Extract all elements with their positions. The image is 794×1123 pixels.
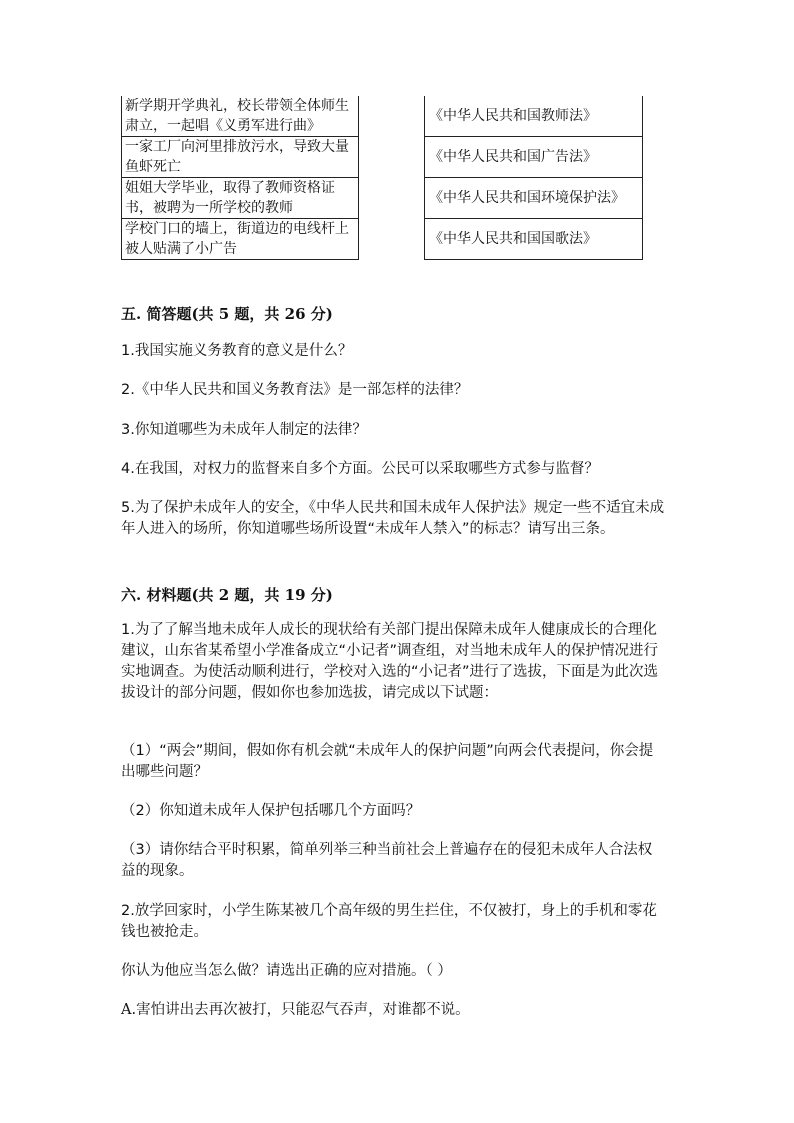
matching-right-item: 《中华人民共和国国歌法》: [424, 219, 643, 260]
matching-left-item: 学校门口的墙上，街道边的电线杆上被人贴满了小广告: [121, 219, 359, 260]
question-text: 1.为了了解当地未成年人成长的现状给有关部门提出保障未成年人健康成长的合理化建议，山东省某希望小学准备成立“小记者”调查组，对当地未成年人的保护情况进行实地调查。为使活动顺利进行，学校对入选的“小记者”进行了选拔，下面是为此次选拔设计的部分问题，假如你也参加选拔，请完成以下试题：: [121, 622, 659, 701]
sub-question-text: （1）“两会”期间，假如你有机会就“未成年人的保护问题”向两会代表提问，你会提出哪些问题？: [121, 743, 654, 780]
matching-left-item: 姐姐大学毕业，取得了教师资格证书，被聘为一所学校的教师: [121, 178, 359, 219]
matching-left-item: 一家工厂向河里排放污水，导致大量鱼虾死亡: [121, 137, 359, 178]
question-text: 2.放学回家时，小学生陈某被几个高年级的男生拦住，不仅被打，身上的手机和零花钱也被抢走。: [121, 903, 657, 940]
matching-left-item: 新学期开学典礼，校长带领全体师生肃立，一起唱《义勇军进行曲》: [121, 96, 359, 137]
sub-question-text: （3）请你结合平时积累，简单列举三种当前社会上普遍存在的侵犯未成年人合法权益的现象。: [121, 842, 653, 879]
section-heading-material: 六. 材料题(共 2 题，共 19 分): [121, 586, 333, 604]
question-text: 1.我国实施义务教育的意义是什么？: [121, 343, 353, 359]
question-prompt: 你认为他应当怎么做？请选出正确的应对措施。（ ）: [121, 963, 452, 979]
question-text: 3.你知道哪些为未成年人制定的法律？: [121, 422, 367, 438]
matching-left-column: [121, 96, 359, 260]
matching-right-column: [424, 96, 643, 260]
question-text: 4.在我国，对权力的监督来自多个方面。公民可以采取哪些方式参与监督？: [121, 461, 599, 477]
answer-option-a: A.害怕讲出去再次被打，只能忍气吞声，对谁都不说。: [121, 1002, 470, 1018]
section-heading-short-answer: 五. 简答题(共 5 题，共 26 分): [121, 305, 333, 323]
matching-right-item: 《中华人民共和国广告法》: [424, 137, 643, 178]
matching-right-item: 《中华人民共和国教师法》: [424, 96, 643, 137]
question-text: 5.为了保护未成年人的安全，《中华人民共和国未成年人保护法》规定一些不适宜未成年人进入的场所，你知道哪些场所设置“未成年人禁入”的标志？请写出三条。: [121, 500, 665, 537]
sub-question-text: （2）你知道未成年人保护包括哪几个方面吗？: [121, 803, 421, 819]
question-text: 2.《中华人民共和国义务教育法》是一部怎样的法律？: [121, 382, 469, 398]
matching-right-item: 《中华人民共和国环境保护法》: [424, 178, 643, 219]
